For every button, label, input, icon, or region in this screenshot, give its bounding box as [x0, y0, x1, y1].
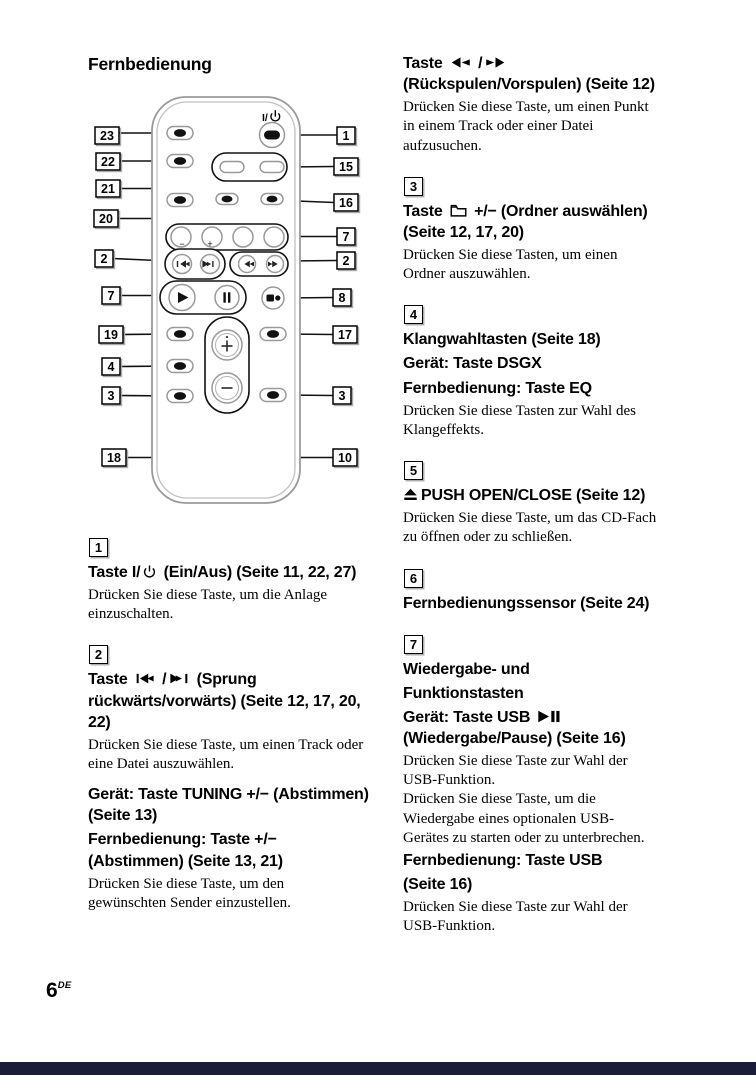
callout-3-right [333, 387, 353, 406]
callout-2-right [337, 252, 357, 271]
section-5-badge [404, 461, 423, 480]
section-1-badge [89, 538, 108, 557]
callout-22 [96, 153, 122, 172]
section-2-badge [89, 645, 108, 664]
rewind-icon [450, 56, 471, 69]
remote-diagram-svg [82, 93, 378, 525]
section-6-heading: Fernbedienungssensor (Seite 24) [403, 594, 650, 612]
skip-forward-icon [169, 672, 189, 685]
footer-bar [0, 1062, 756, 1075]
callout-7-right [337, 228, 357, 247]
power-icon [143, 565, 156, 578]
section-3-badge [404, 177, 423, 196]
eject-icon [403, 488, 418, 501]
section-2-subheading-device: Gerät: Taste TUNING +/− (Abstimmen) (Seite 13) [88, 786, 369, 825]
section-4-heading: Klangwahltasten (Seite 18) [403, 331, 601, 349]
svg-text:23: 23 [100, 129, 114, 143]
svg-text:2: 2 [342, 254, 350, 268]
section-5-number: 5 [409, 463, 418, 479]
page-number [46, 979, 72, 1003]
section-4-badge [404, 305, 423, 324]
fast-forward-icon [485, 56, 506, 69]
volume-rocker [205, 317, 249, 413]
section-7-subheading-remote-line1: Fernbedienung: Taste USB [403, 852, 603, 870]
preset-button-group [212, 153, 287, 181]
svg-text:7: 7 [342, 230, 350, 244]
callout-17 [333, 326, 359, 345]
svg-text:19: 19 [104, 328, 118, 342]
section-4-desc: Drücken Sie diese Tasten zur Wahl des Klangeffekts. [403, 402, 636, 438]
section-7-subheading-remote-line2: (Seite 16) [403, 876, 473, 894]
section-1-desc: Drücken Sie diese Taste, um die Anlage einzuschalten. [88, 587, 328, 623]
svg-text:8: 8 [338, 291, 346, 305]
section-6-badge [404, 569, 423, 588]
tuner-button [262, 287, 284, 309]
callout-4 [102, 358, 122, 377]
section-2-continued [403, 53, 711, 156]
folder-icon [450, 204, 467, 217]
section-1 [88, 538, 380, 624]
section-5-desc: Drücken Sie diese Taste, um das CD-Fach zu öffnen oder zu schließen. [403, 510, 657, 546]
section-4-subheading-device: Gerät: Taste DSGX [403, 355, 542, 373]
page-number-suffix: DE [57, 980, 72, 991]
svg-text:+: + [207, 239, 213, 249]
section-7 [403, 635, 711, 937]
section-6 [403, 569, 711, 614]
svg-text:15: 15 [339, 160, 353, 174]
page-number-value: 6 [46, 979, 58, 1002]
svg-text:7: 7 [107, 289, 115, 303]
svg-text:2: 2 [100, 252, 108, 266]
callout-15 [334, 158, 360, 177]
callout-1 [337, 127, 357, 146]
section-7-desc-1: Drücken Sie diese Taste zur Wahl der USB-Funktion. [403, 753, 628, 789]
page-title: Fernbedienung [88, 54, 212, 74]
section-2 [88, 645, 380, 913]
callout-20 [94, 210, 120, 229]
section-5 [403, 461, 711, 547]
callout-23 [95, 127, 121, 146]
section-1-heading: Taste I/ (Ein/Aus) (Seite 11, 22, 27) [88, 564, 357, 581]
svg-text:4: 4 [107, 360, 115, 374]
callout-7-left [102, 287, 122, 306]
power-button [260, 123, 285, 148]
play-pause-icon [537, 710, 561, 723]
section-7-number: 7 [409, 636, 418, 652]
callout-21 [96, 180, 122, 199]
section-7-heading-line2: Funktionstasten [403, 684, 524, 702]
skip-back-icon [135, 672, 155, 685]
section-4-subheading-remote: Fernbedienung: Taste EQ [403, 379, 592, 397]
right-column [403, 53, 711, 958]
section-7-badge [404, 635, 423, 654]
callout-2-left [95, 250, 115, 269]
callout-19 [99, 326, 125, 345]
section-7-heading-line1: Wiedergabe- und [403, 660, 530, 678]
section-3-heading: Taste +/− (Ordner auswählen) (Seite 12, 17, 20) [403, 202, 648, 241]
left-column [88, 538, 380, 934]
section-7-desc-2: Drücken Sie diese Taste, um die Wiedergabe eines optionalen USB-Gerätes zu starten oder zu unterbrechen. [403, 791, 645, 846]
svg-text:1: 1 [342, 129, 350, 143]
section-2cont-heading: Taste / (Rückspulen/Vorspulen) (Seite 12) [403, 55, 655, 94]
svg-text:16: 16 [339, 196, 353, 210]
play-pause-group [160, 281, 246, 314]
callout-3-left [102, 387, 122, 406]
callout-10 [333, 449, 359, 468]
svg-text:18: 18 [107, 451, 121, 465]
svg-text:20: 20 [99, 212, 113, 226]
section-3-desc: Drücken Sie diese Tasten, um einen Ordner auszuwählen. [403, 247, 618, 283]
remote-diagram [82, 93, 378, 530]
section-3-number: 3 [409, 178, 418, 194]
svg-text:3: 3 [338, 389, 346, 403]
section-2-desc-2: Drücken Sie diese Taste, um den gewünschten Sender einzustellen. [88, 875, 291, 911]
svg-text:10: 10 [338, 451, 352, 465]
section-3 [403, 177, 711, 285]
callout-18 [102, 449, 128, 468]
svg-text:−: − [179, 239, 185, 249]
section-6-number: 6 [409, 570, 418, 586]
callout-8 [333, 289, 353, 308]
seek-button-group [230, 252, 288, 276]
section-4 [403, 305, 711, 440]
section-1-number: 1 [94, 540, 103, 555]
section-2-number: 2 [94, 647, 103, 663]
section-2cont-desc: Drücken Sie diese Taste, um einen Punkt in einem Track oder einer Datei aufzusuchen. [403, 99, 649, 154]
section-2-subheading-remote: Fernbedienung: Taste +/− (Abstimmen) (Seite 13, 21) [88, 831, 283, 870]
section-2-desc: Drücken Sie diese Taste, um einen Track oder eine Datei auszuwählen. [88, 736, 364, 772]
svg-text:3: 3 [107, 389, 115, 403]
svg-text:I/: I/ [262, 112, 268, 124]
callout-16 [334, 194, 360, 213]
section-4-number: 4 [409, 307, 418, 323]
section-5-heading: PUSH OPEN/CLOSE (Seite 12) [403, 485, 683, 506]
section-2-heading: Taste / (Sprung rückwärts/vorwärts) (Seite 12, 17, 20, 22) [88, 671, 361, 731]
section-7-desc-3: Drücken Sie diese Taste zur Wahl der USB-Funktion. [403, 899, 628, 935]
svg-text:21: 21 [101, 182, 115, 196]
section-7-subheading-device: Gerät: Taste USB (Wiedergabe/Pause) (Seite 16) [403, 708, 626, 747]
svg-text:17: 17 [338, 328, 352, 342]
svg-text:22: 22 [101, 155, 115, 169]
